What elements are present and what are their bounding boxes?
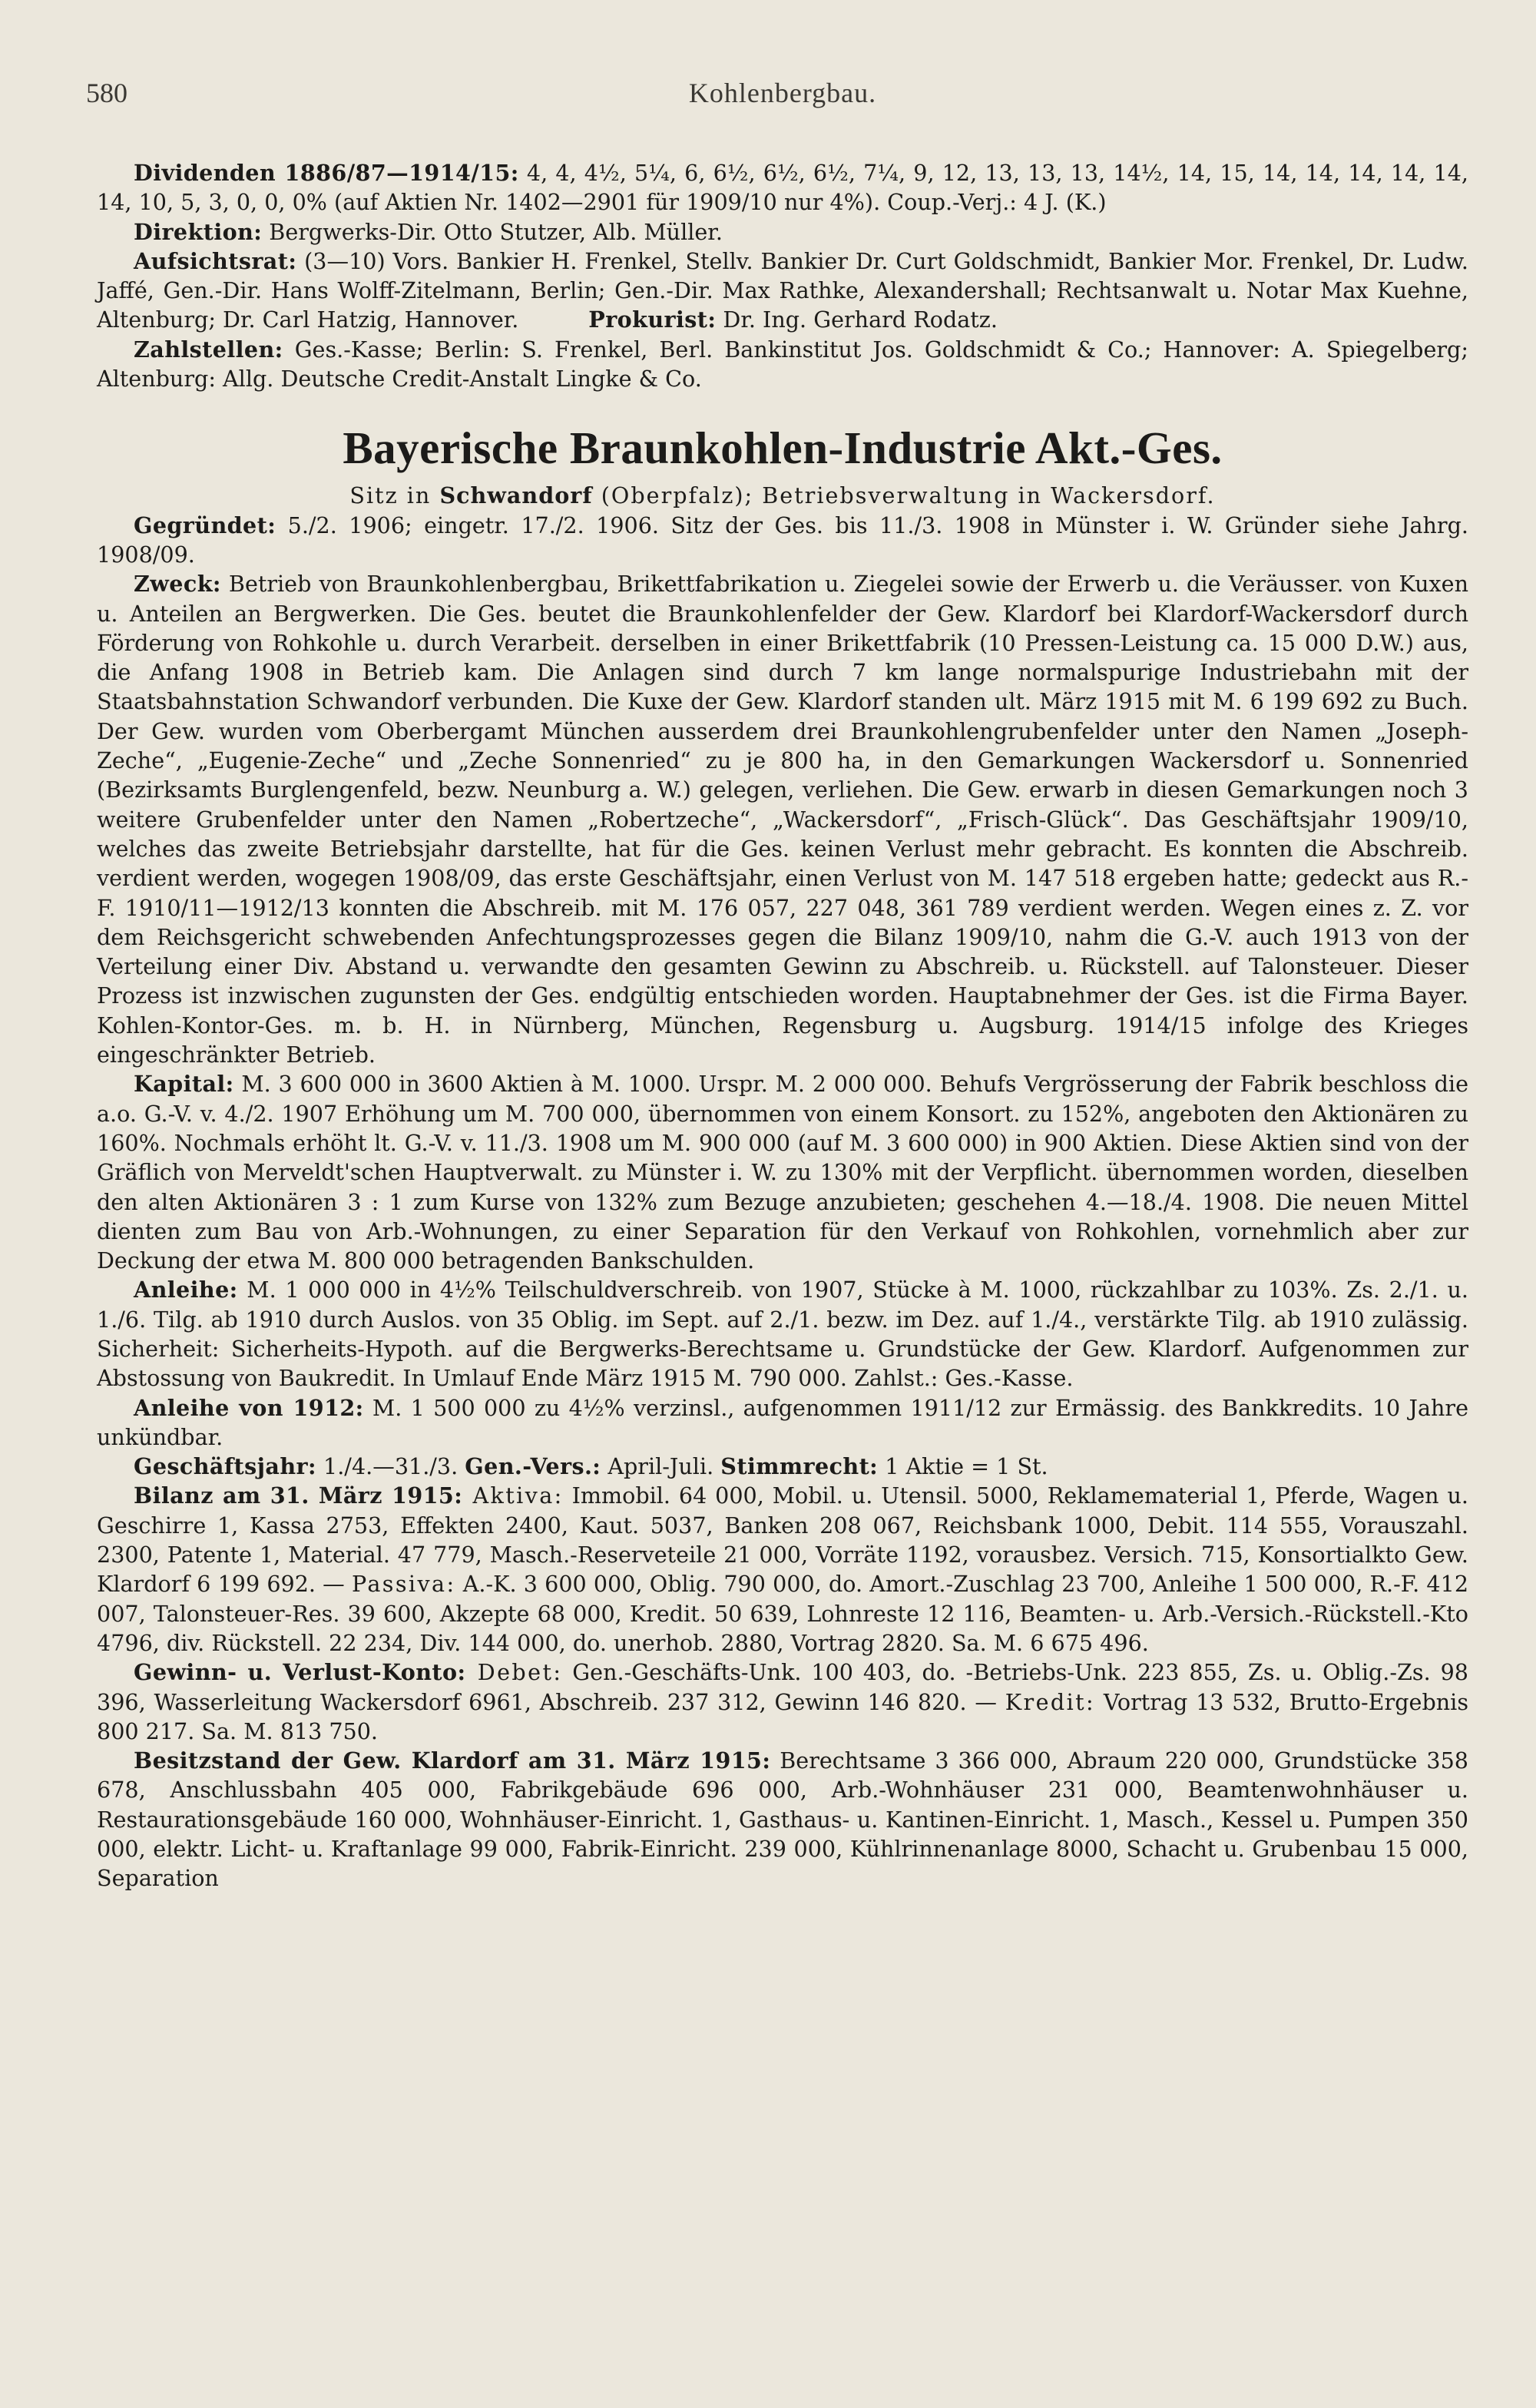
board-paragraph [97,217,1468,247]
paying-agents-text: Ges.-Kasse; Berlin: S. Frenkel, Berl. Bankinstitut Jos. Goldschmidt & Co.; Hannover: A. Spiegelberg; Altenburg: Allg. Deutsche Credit-Anstalt Lingke & Co. [97,336,1468,393]
capital-paragraph [97,1069,1468,1275]
loan-1912-paragraph [97,1393,1468,1452]
general-meeting-label: Gen.-Vers.: [465,1453,601,1480]
fiscal-paragraph [97,1452,1468,1481]
founded-label: Gegründet: [134,512,276,538]
loan-paragraph [97,1275,1468,1393]
liabilities-text: A.-K. 3 600 000, Oblig. 790 000, do. Amort.-Zuschlag 23 700, Anleihe 1 500 000, R.-F. 412 007, Talonsteuer-Res. 39 600, Akzepte 68 000, Kredit. 50 639, Lohnreste 12 116, Beamten- u. Arb.-Versich.-Rückstell.-Kto 4796, div. Rückstell. 22 234, Div. 144 000, do. unerhob. 2880, Vortrag 2820. Sa. M. 6 675 496. [97,1571,1469,1656]
dividends-label: Dividenden 1886/87—1914/15: [134,160,519,186]
supervisory-paragraph [97,247,1468,335]
assets-label: Aktiva: [462,1482,564,1509]
loan-text: M. 1 000 000 in 4½% Teilschuldverschreib. von 1907, Stücke à M. 1000, rückzahlbar zu 103%. Zs. 2./1. u. 1./6. Tilg. ab 1910 durch Auslos. von 35 Oblig. im Sept. auf 2./1. bezw. im Dez. auf 1./4., verstärkte Tilg. ab 1910 zulässig. Sicherheit: Sicherheits-Hypoth. auf die Bergwerks-Berechtsame u. Grundstücke der Gew. Klardorf. Aufgenommen zur Abstossung von Baukredit. In Umlauf Ende März 1915 M. 790 000. Zahlst.: Ges.-Kasse. [97,1277,1468,1392]
debit-label: Debet: [465,1659,563,1686]
procurist-text: Dr. Ing. Gerhard Rodatz. [716,306,998,333]
profit-loss-paragraph [97,1658,1468,1746]
company-title: Bayerische Braunkohlen-Industrie Akt.-Ges. [343,422,1223,474]
procurist-label: Prokurist: [588,306,717,333]
fiscal-year-label: Geschäftsjahr: [134,1453,316,1480]
credit-label: Kredit: [1005,1688,1096,1715]
balance-paragraph [97,1481,1468,1658]
seat-suffix: (Oberpfalz); Betriebsverwaltung in Wackersdorf. [592,482,1216,509]
general-meeting-text: April-Juli. [601,1453,721,1480]
page-number: 580 [86,78,127,108]
capital-text: M. 3 600 000 in 3600 Aktien à M. 1000. Urspr. M. 2 000 000. Behufs Vergrösserung der Fabrik beschloss die a.o. G.-V. v. 4./2. 1907 Erhöhung um M. 700 000, übernommen von einem Konsort. zu 152%, angeboten den Aktionären zu 160%. Nochmals erhöht lt. G.-V. v. 11./3. 1908 um M. 900 000 (auf M. 3 600 000) in 900 Aktien. Diese Aktien sind von der Gräflich von Merveldt'schen Hauptverwalt. zu Münster i. W. zu 130% mit der Verpflicht. übernommen worden, dieselben den alten Aktionären 3 : 1 zum Kurse von 132% zum Bezuge anzubieten; geschehen 4.—18./4. 1908. Die neuen Mittel dienten zum Bau von Arb.-Wohnungen, zu einer Separation für den Verkauf von Rohkohlen, vornehmlich aber zur Deckung der etwa M. 800 000 betragenden Bankschulden. [97,1071,1468,1274]
liabilities-label: Passiva: [351,1571,456,1598]
supervisory-label: Aufsichtsrat: [134,247,297,274]
loan-label: Anleihe: [134,1277,238,1303]
balance-label: Bilanz am 31. März 1915: [134,1482,463,1509]
assets-text: Immobil. 64 000, Mobil. u. Utensil. 5000, Reklamematerial 1, Pferde, Wagen u. Geschirre 1, Kassa 2753, Effekten 2400, Kaut. 5037, Banken 208 067, Reichsbank 1000, Debit. 114 555, Vorauszahl. 2300, Patente 1, Material. 47 779, Masch.-Reserveteile 21 000, Vorräte 1192, vorausbez. Versich. 715, Konsortialkto Gew. Klardorf 6 199 692. — [97,1482,1468,1598]
voting-right-label: Stimmrecht: [720,1453,879,1480]
supervisory-text: (3—10) Vors. Bankier H. Frenkel, Stellv. Bankier Dr. Curt Goldschmidt, Bankier Mor. Frenkel, Dr. Ludw. Jaffé, Gen.-Dir. Hans Wolff-Zitelmann, Berlin; Gen.-Dir. Max Rathke, Alexandershall; Rechtsanwalt u. Notar Max Kuehne, Altenburg; Dr. Carl Hatzig, Hannover. [97,247,1468,333]
paying-agents-label: Zahlstellen: [134,336,283,363]
founded-paragraph [97,511,1468,570]
holdings-text: Berechtsame 3 366 000, Abraum 220 000, Grundstücke 358 678, Anschlussbahn 405 000, Fabrikgebäude 696 000, Arb.-Wohnhäuser 231 000, Beamtenwohnhäuser u. Restaurationsgebäude 160 000, Wohnhäuser-Einricht. 1, Gasthaus- u. Kantinen-Einricht. 1, Masch., Kessel u. Pumpen 350 000, elektr. Licht- u. Kraftanlage 99 000, Fabrik-Einricht. 239 000, Kühlrinnenanlage 8000, Schacht u. Grubenbau 15 000, Separation [97,1747,1468,1892]
loan-1912-label: Anleihe von 1912: [134,1394,364,1421]
loan-1912-text: M. 1 500 000 zu 4½% verzinsl., aufgenommen 1911/12 zur Ermässig. des Bankkredits. 10 Jahre unkündbar. [97,1394,1468,1450]
debit-text: Gen.-Geschäfts-Unk. 100 403, do. -Betriebs-Unk. 223 855, Zs. u. Oblig.-Zs. 98 396, Wasserleitung Wackersdorf 6961, Abschreib. 237 312, Gewinn 146 820. — [97,1659,1469,1715]
board-label: Direktion: [134,218,263,245]
purpose-text: Betrieb von Braunkohlenbergbau, Brikettfabrikation u. Ziegelei sowie der Erwerb u. die Veräusser. von Kuxen u. Anteilen an Bergwerken. Die Ges. beutet die Braunkohlenfelder der Gew. Klardorf bei Klardorf-Wackersdorf durch Förderung von Rohkohle u. durch Verarbeit. derselben in einer Brikettfabrik (10 Pressen-Leistung ca. 15 000 D.W.) aus, die Anfang 1908 in Betrieb kam. Die Anlagen sind durch 7 km lange normalspurige Industriebahn mit der Staatsbahnstation Schwandorf verbunden. Die Kuxe der Gew. Klardorf standen ult. März 1915 mit M. 6 199 692 zu Buch. Der Gew. wurden vom Oberbergamt München ausserdem drei Braunkohlengrubenfelder unter den Namen „Joseph-Zeche“, „Eugenie-Zeche“ und „Zeche Sonnenried“ zu je 800 ha, in den Gemarkungen Wackersdorf u. Sonnenried (Bezirksamts Burglengenfeld, bezw. Neunburg a. W.) gelegen, verliehen. Die Gew. erwarb in diesen Gemarkungen noch 3 weitere Grubenfelder unter den Namen „Robertzeche“, „Wackersdorf“, „Frisch-Glück“. Das Geschäftsjahr 1909/10, welches das zweite Betriebsjahr darstellte, hat für die Ges. keinen Verlust mehr gebracht. Es konnten die Abschreib. verdient werden, wogegen 1908/09, das erste Geschäftsjahr, einen Verlust von M. 147 518 ergeben hatte; gedeckt aus R.-F. 1910/11—1912/13 konnten die Abschreib. mit M. 176 057, 227 048, 361 789 verdient werden. Wegen eines z. Z. vor dem Reichsgericht schwebenden Anfechtungsprozesses gegen die Bilanz 1909/10, nahm die G.-V. auch 1913 von der Verteilung einer Div. Abstand u. verwandte den gesamten Gewinn zu Abschreib. u. Rückstell. auf Talonsteuer. Dieser Prozess ist inzwischen zugunsten der Ges. endgültig entschieden worden. Hauptabnehmer der Ges. ist die Firma Bayer. Kohlen-Kontor-Ges. m. b. H. in Nürnberg, München, Regensburg u. Augsburg. 1914/15 infolge des Krieges eingeschränkter Betrieb. [97,571,1468,1068]
capital-label: Kapital: [134,1071,234,1098]
seat-city: Schwandorf [439,482,593,509]
profit-loss-label: Gewinn- u. Verlust-Konto: [134,1659,466,1686]
paying-agents-paragraph [97,335,1468,394]
fiscal-year-text: 1./4.—31./3. [316,1453,465,1480]
founded-text: 5./2. 1906; eingetr. 17./2. 1906. Sitz der Ges. bis 11./3. 1908 in Münster i. W. Gründer siehe Jahrg. 1908/09. [97,512,1468,568]
seat-prefix: Sitz in [349,482,440,509]
board-text: Bergwerks-Dir. Otto Stutzer, Alb. Müller. [262,218,723,245]
dividends-text: 4, 4, 4½, 5¼, 6, 6½, 6½, 6½, 7¼, 9, 12, 13, 13, 13, 14½, 14, 15, 14, 14, 14, 14, 14, 14, 10, 5, 3, 0, 0, 0% (auf Aktien Nr. 1402—2901 für 1909/10 nur 4%). Coup.-Verj.: 4 J. (K.) [97,160,1468,216]
holdings-paragraph [97,1746,1468,1893]
dividends-paragraph [97,158,1468,217]
holdings-label: Besitzstand der Gew. Klardorf am 31. März 1915: [134,1747,771,1774]
purpose-label: Zweck: [134,571,221,598]
running-header [86,77,1468,121]
running-title: Kohlenbergbau. [688,78,877,108]
voting-right-text: 1 Aktie = 1 St. [878,1453,1048,1480]
purpose-paragraph [97,569,1468,1069]
company-seat [97,481,1468,510]
credit-text: Vortrag 13 532, Brutto-Ergebnis 800 217. Sa. M. 813 750. [97,1688,1468,1744]
